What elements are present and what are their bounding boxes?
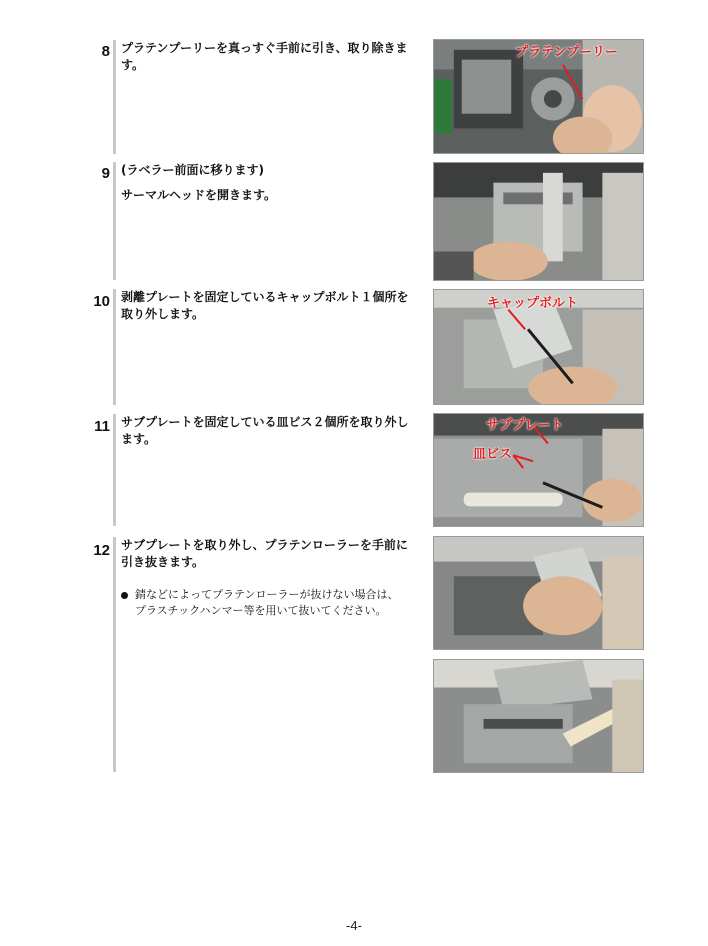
note-line: 錆などによってプラテンローラーが抜けない場合は、 bbox=[135, 588, 399, 601]
step-instruction bbox=[121, 40, 417, 74]
instruction-line: ます。 bbox=[121, 432, 157, 446]
instruction-line: サーマルヘッドを開きます。 bbox=[121, 188, 277, 202]
step-divider bbox=[113, 414, 116, 526]
step-divider bbox=[113, 40, 116, 154]
instruction-line: サブプレートを固定している皿ビス２個所を取り外し bbox=[121, 415, 409, 429]
bullet-icon bbox=[121, 592, 128, 599]
step-number: 12 bbox=[93, 542, 110, 559]
step-instruction bbox=[121, 289, 417, 323]
step-photo-secondary bbox=[433, 659, 644, 773]
callout-label: プラテンプーリー bbox=[515, 45, 618, 60]
step-number: 9 bbox=[101, 165, 110, 182]
step-photo bbox=[433, 536, 644, 650]
instruction-line: 剥離プレートを固定しているキャップボルト１個所を bbox=[121, 290, 409, 304]
step-number: 10 bbox=[93, 293, 110, 310]
step-photo bbox=[433, 162, 644, 281]
step-instruction bbox=[121, 162, 417, 204]
step-number: 11 bbox=[94, 418, 110, 435]
instruction-line: 引き抜きます。 bbox=[121, 555, 205, 569]
step-note bbox=[121, 587, 417, 619]
instruction-line: 取り外します。 bbox=[121, 307, 205, 321]
step-instruction bbox=[121, 537, 417, 571]
instruction-line: サブプレートを取り外し、プラテンローラーを手前に bbox=[121, 538, 408, 552]
step-divider bbox=[113, 289, 116, 405]
callout-label: 皿ビス bbox=[473, 447, 513, 462]
instruction-line: す。 bbox=[121, 58, 145, 72]
instruction-line: プラテンプーリーを真っすぐ手前に引き、取り除きま bbox=[121, 41, 408, 55]
instruction-line: (ラベラー前面に移ります) bbox=[121, 163, 264, 177]
page-number: -4- bbox=[346, 918, 362, 933]
step-instruction bbox=[121, 414, 417, 448]
callout-label: サブプレート bbox=[486, 418, 564, 433]
step-divider bbox=[113, 537, 116, 772]
note-line: プラスチックハンマー等を用いて抜いてください。 bbox=[135, 604, 387, 617]
step-divider bbox=[113, 162, 116, 280]
callout-label: キャップボルト bbox=[487, 296, 579, 311]
step-number: 8 bbox=[101, 43, 110, 60]
